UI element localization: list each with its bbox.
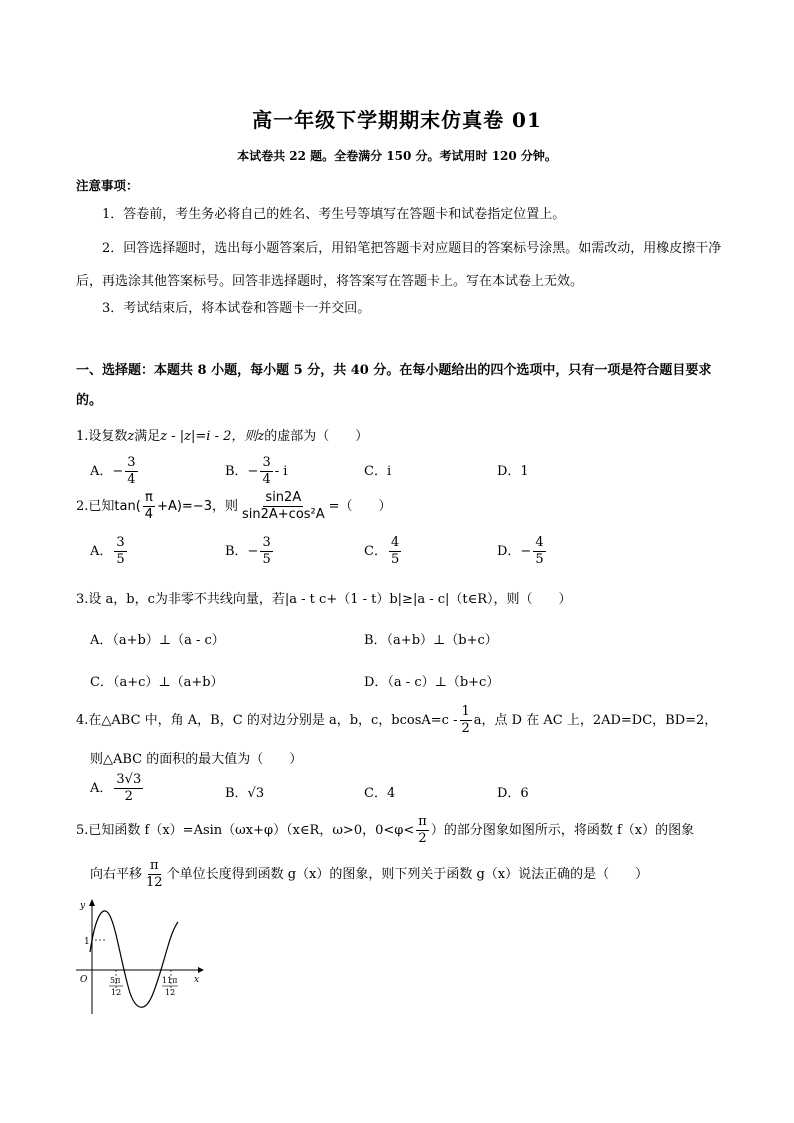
section-label: 一、选择题： bbox=[76, 363, 155, 378]
q4-option-b: B．√3 bbox=[225, 786, 265, 801]
q2-c-den: 5 bbox=[390, 552, 400, 567]
tick-5pi-numerator: 5π bbox=[110, 976, 121, 985]
q4-option-c: C．4 bbox=[364, 786, 396, 801]
q2-c-num: 4 bbox=[390, 535, 400, 550]
q1-stem-a: 1.设复数 bbox=[76, 429, 128, 444]
q4-stem-line-2: 则△ABC 的面积的最大值为（ ） bbox=[90, 752, 303, 767]
q5-stem-line-2 bbox=[90, 858, 750, 891]
q5-stem-a: 5.已知函数 f（x）=Asin（ωx+φ）（x∈R，ω>0，0<φ< bbox=[76, 823, 415, 838]
q1-stem-b: 满足 bbox=[134, 429, 161, 444]
y-tick-label: 1 bbox=[84, 937, 90, 947]
q1-eq: z - |z|=i - 2，则 bbox=[160, 429, 258, 444]
question-3: 3.设 a，b，c为非零不共线向量，若|a - t c+（1 - t）b|≥|a - c|（t∈R），则（ ） bbox=[76, 592, 572, 607]
q2-d-label: D．− bbox=[497, 544, 532, 559]
q5-stem-b: ）的部分图象如图所示，将函数 f（x）的图象 bbox=[430, 823, 695, 838]
q2-pi: π bbox=[145, 490, 153, 505]
section-tail: ，只有一项是符合题目要求的。 bbox=[76, 363, 712, 408]
q1-b-num: 3 bbox=[262, 455, 271, 470]
q2-option-c bbox=[364, 535, 403, 568]
question-4 bbox=[76, 704, 736, 737]
section-one-heading bbox=[76, 356, 728, 416]
q5-stem-c: 向右平移 bbox=[90, 867, 143, 882]
q1-option-b bbox=[225, 455, 287, 488]
q1-stem-c: 的虚部为（ ） bbox=[264, 429, 369, 444]
q1-option-d: D．1 bbox=[497, 464, 529, 479]
q4-a-label: A． bbox=[90, 781, 113, 796]
q5-twelve: 12 bbox=[146, 875, 163, 890]
q3-option-c: C．（a+c）⊥（a+b） bbox=[90, 675, 224, 690]
q5-two: 2 bbox=[418, 831, 427, 846]
q1-b-den: 4 bbox=[262, 472, 271, 487]
section-text: 本题共 8 小题，每小题 5 分，共 40 分。在每小题给出的 bbox=[154, 363, 491, 378]
tick-5pi-denominator: 12 bbox=[111, 988, 122, 997]
q4-a-num: 3√3 bbox=[116, 772, 142, 787]
q2-tail-1: +A)=−3，则 bbox=[157, 499, 238, 514]
tick-11pi-numerator: 11π bbox=[162, 976, 178, 985]
q2-option-a bbox=[90, 535, 129, 568]
q2-option-b bbox=[225, 535, 275, 568]
page-title: 高一年级下学期期末仿真卷 01 bbox=[252, 108, 542, 132]
q3-option-a: A．（a+b）⊥（a - c） bbox=[90, 633, 225, 648]
q1-a-label: A．− bbox=[90, 464, 124, 479]
q4-option-a bbox=[90, 772, 145, 805]
q2-den: sin2A+cos²A bbox=[241, 507, 325, 522]
q1-a-num: 3 bbox=[127, 455, 136, 470]
q2-c-label: C． bbox=[364, 544, 387, 559]
q4-stem-a: 4.在△ABC 中，角 A，B，C 的对边分别是 a，b，c，bcosA=c - bbox=[76, 713, 458, 728]
x-axis-arrow bbox=[198, 967, 204, 973]
q1-b-label: B．− bbox=[225, 464, 259, 479]
q2-four: 4 bbox=[144, 507, 154, 522]
q1-var-2: z bbox=[257, 429, 265, 444]
question-2 bbox=[76, 490, 736, 523]
exam-subtitle: 本试卷共 22 题。全卷满分 150 分。考试用时 120 分钟。 bbox=[237, 149, 557, 163]
sine-graph-figure bbox=[76, 896, 206, 1018]
q4-two: 2 bbox=[461, 721, 470, 736]
notice-item-3: 3．考试结束后，将本试卷和答题卡一并交回。 bbox=[102, 301, 371, 316]
tick-11pi-denominator: 12 bbox=[165, 988, 176, 997]
q4-a-den: 2 bbox=[124, 789, 133, 804]
q1-a-den: 4 bbox=[127, 472, 136, 487]
notice-item-2: 2．回答选择题时，选出每小题答案后，用铅笔把答题卡对应题目的答案标号涂黑。如需改动，用橡皮擦干净后，再选涂其他答案标号。回答非选择题时，将答案写在答题卡上。写在本试卷上无效。 bbox=[76, 241, 722, 289]
q2-tail-2: =（ ） bbox=[328, 499, 392, 514]
q2-b-num: 3 bbox=[262, 535, 271, 550]
q4-stem-b: a，点 D 在 AC 上，2AD=DC，BD=2， bbox=[473, 713, 718, 728]
question-5 bbox=[76, 814, 736, 847]
q5-pi-2: π bbox=[150, 858, 159, 873]
q4-option-d: D．6 bbox=[497, 786, 529, 801]
q2-a-den: 5 bbox=[116, 552, 125, 567]
q2-d-num: 4 bbox=[535, 535, 544, 550]
question-1 bbox=[76, 425, 736, 444]
origin-label: O bbox=[80, 975, 88, 985]
q2-a-num: 3 bbox=[116, 535, 125, 550]
y-axis-arrow bbox=[89, 899, 95, 906]
q2-d-den: 5 bbox=[535, 552, 544, 567]
notice-item-1: 1．答卷前，考生务必将自己的姓名、考生号等填写在答题卡和试卷指定位置上。 bbox=[102, 207, 566, 222]
q3-option-d: D．（a - c）⊥（b+c） bbox=[364, 675, 500, 690]
q4-one: 1 bbox=[461, 704, 470, 719]
q2-a-label: A． bbox=[90, 544, 113, 559]
x-axis-label: x bbox=[194, 975, 200, 985]
q5-stem-d: 个单位长度得到函数 g（x）的图象，则下列关于函数 g（x）说法正确的是（ ） bbox=[166, 867, 649, 882]
q1-b-tail: - i bbox=[274, 464, 288, 479]
q3-option-b: B．（a+b）⊥（b+c） bbox=[364, 633, 498, 648]
q1-option-a bbox=[90, 455, 140, 488]
q2-num: sin2A bbox=[265, 490, 302, 505]
q2-b-den: 5 bbox=[262, 552, 271, 567]
q2-tan: tan( bbox=[114, 499, 141, 514]
section-bold: 四个选项中 bbox=[490, 363, 556, 378]
q2-b-label: B．− bbox=[225, 544, 259, 559]
q2-option-d bbox=[497, 535, 548, 568]
notice-heading: 注意事项： bbox=[76, 178, 139, 193]
q1-option-c: C．i bbox=[364, 464, 392, 479]
q2-stem-a: 2.已知 bbox=[76, 499, 115, 514]
y-axis-label: y bbox=[80, 901, 86, 911]
q5-pi: π bbox=[418, 814, 427, 829]
q1-var: z bbox=[127, 429, 135, 444]
